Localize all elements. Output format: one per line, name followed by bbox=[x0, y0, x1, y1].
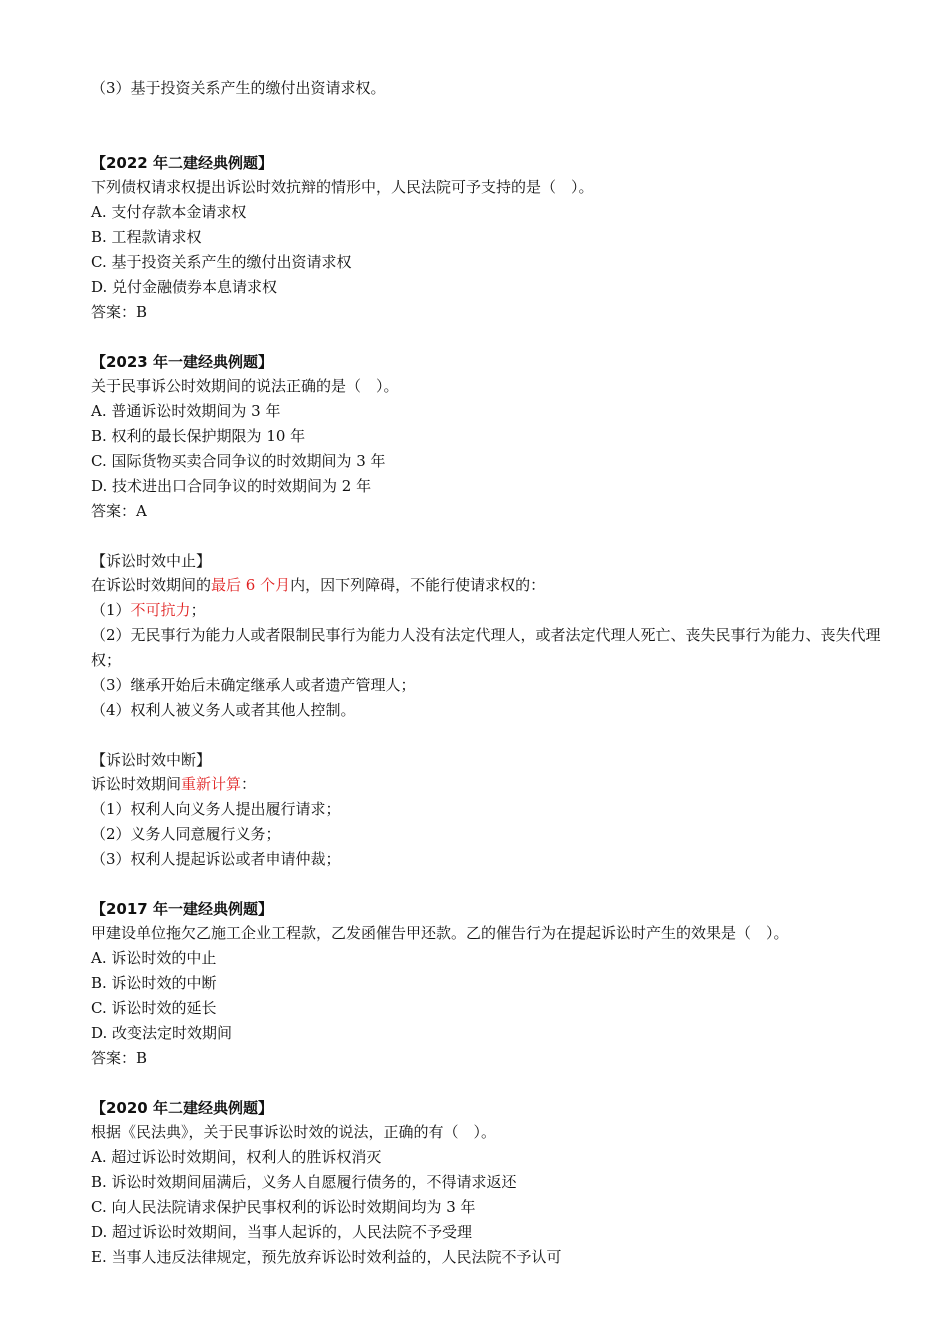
interruption-intro bbox=[91, 772, 256, 796]
q1-answer: 答案：B bbox=[91, 303, 148, 321]
interruption-item-1: （1）权利人向义务人提出履行请求； bbox=[91, 800, 341, 818]
q3-stem: 甲建设单位拖欠乙施工企业工程款，乙发函催告甲还款。乙的催告行为在提起诉讼时产生的效果是（ ）。 bbox=[91, 924, 789, 942]
intro-line: （3）基于投资关系产生的缴付出资请求权。 bbox=[91, 79, 386, 97]
q2-option-b: B. 权利的最长保护期限为 10 年 bbox=[91, 427, 306, 445]
q4-option-b: B. 诉讼时效期间届满后，义务人自愿履行债务的，不得请求返还 bbox=[91, 1173, 517, 1191]
suspension-item-2: （2）无民事行为能力人或者限制民事行为能力人没有法定代理人，或者法定代理人死亡、丧失民事行为能力、丧失代理权； bbox=[91, 626, 881, 669]
q1-heading: 【2022 年二建经典例题】 bbox=[91, 154, 273, 172]
suspension-item-1-post: ； bbox=[190, 601, 206, 619]
suspension-intro-post: 内，因下列障碍，不能行使请求权的： bbox=[290, 576, 546, 594]
q3-option-c: C. 诉讼时效的延长 bbox=[91, 999, 217, 1017]
q2-heading: 【2023 年一建经典例题】 bbox=[91, 353, 273, 371]
suspension-item-1-highlight: 不可抗力 bbox=[130, 601, 191, 619]
q2-option-c: C. 国际货物买卖合同争议的时效期间为 3 年 bbox=[91, 452, 386, 470]
q2-stem: 关于民事诉公时效期间的说法正确的是（ ）。 bbox=[91, 377, 399, 395]
interruption-item-2: （2）义务人同意履行义务； bbox=[91, 825, 281, 843]
q4-stem: 根据《民法典》，关于民事诉讼时效的说法，正确的有（ ）。 bbox=[91, 1123, 497, 1141]
suspension-intro-pre: 在诉讼时效期间的 bbox=[91, 576, 212, 594]
q3-option-b: B. 诉讼时效的中断 bbox=[91, 974, 217, 992]
q3-option-a: A. 诉讼时效的中止 bbox=[91, 949, 217, 967]
interruption-item-3: （3）权利人提起诉讼或者申请仲裁； bbox=[91, 850, 341, 868]
suspension-item-1 bbox=[91, 598, 206, 622]
q4-option-d: D. 超过诉讼时效期间，当事人起诉的，人民法院不予受理 bbox=[91, 1223, 473, 1241]
q4-heading: 【2020 年二建经典例题】 bbox=[91, 1099, 273, 1117]
interruption-intro-post: ： bbox=[241, 775, 257, 793]
q3-option-d: D. 改变法定时效期间 bbox=[91, 1024, 233, 1042]
q2-option-d: D. 技术进出口合同争议的时效期间为 2 年 bbox=[91, 477, 372, 495]
q2-answer: 答案：A bbox=[91, 502, 147, 520]
q1-option-b: B. 工程款请求权 bbox=[91, 228, 202, 246]
q1-option-c: C. 基于投资关系产生的缴付出资请求权 bbox=[91, 253, 352, 271]
interruption-intro-pre: 诉讼时效期间 bbox=[91, 775, 182, 793]
q2-option-a: A. 普通诉讼时效期间为 3 年 bbox=[91, 402, 281, 420]
suspension-item-4: （4）权利人被义务人或者其他人控制。 bbox=[91, 701, 356, 719]
q1-option-d: D. 兑付金融债券本息请求权 bbox=[91, 278, 278, 296]
q1-stem: 下列债权请求权提出诉讼时效抗辩的情形中，人民法院可予支持的是（ ）。 bbox=[91, 178, 594, 196]
interruption-heading: 【诉讼时效中断】 bbox=[91, 751, 212, 769]
suspension-heading: 【诉讼时效中止】 bbox=[91, 552, 212, 570]
q1-option-a: A. 支付存款本金请求权 bbox=[91, 203, 247, 221]
q3-answer: 答案：B bbox=[91, 1049, 148, 1067]
suspension-item-1-pre: （1） bbox=[91, 601, 131, 619]
interruption-intro-highlight: 重新计算 bbox=[181, 775, 242, 793]
suspension-intro-highlight: 最后 6 个月 bbox=[211, 576, 291, 594]
q4-option-e: E. 当事人违反法律规定，预先放弃诉讼时效利益的，人民法院不予认可 bbox=[91, 1248, 562, 1266]
q4-option-a: A. 超过诉讼时效期间，权利人的胜诉权消灭 bbox=[91, 1148, 382, 1166]
q3-heading: 【2017 年一建经典例题】 bbox=[91, 900, 273, 918]
suspension-intro bbox=[91, 573, 545, 597]
q4-option-c: C. 向人民法院请求保护民事权利的诉讼时效期间均为 3 年 bbox=[91, 1198, 476, 1216]
suspension-item-3: （3）继承开始后未确定继承人或者遗产管理人； bbox=[91, 676, 416, 694]
